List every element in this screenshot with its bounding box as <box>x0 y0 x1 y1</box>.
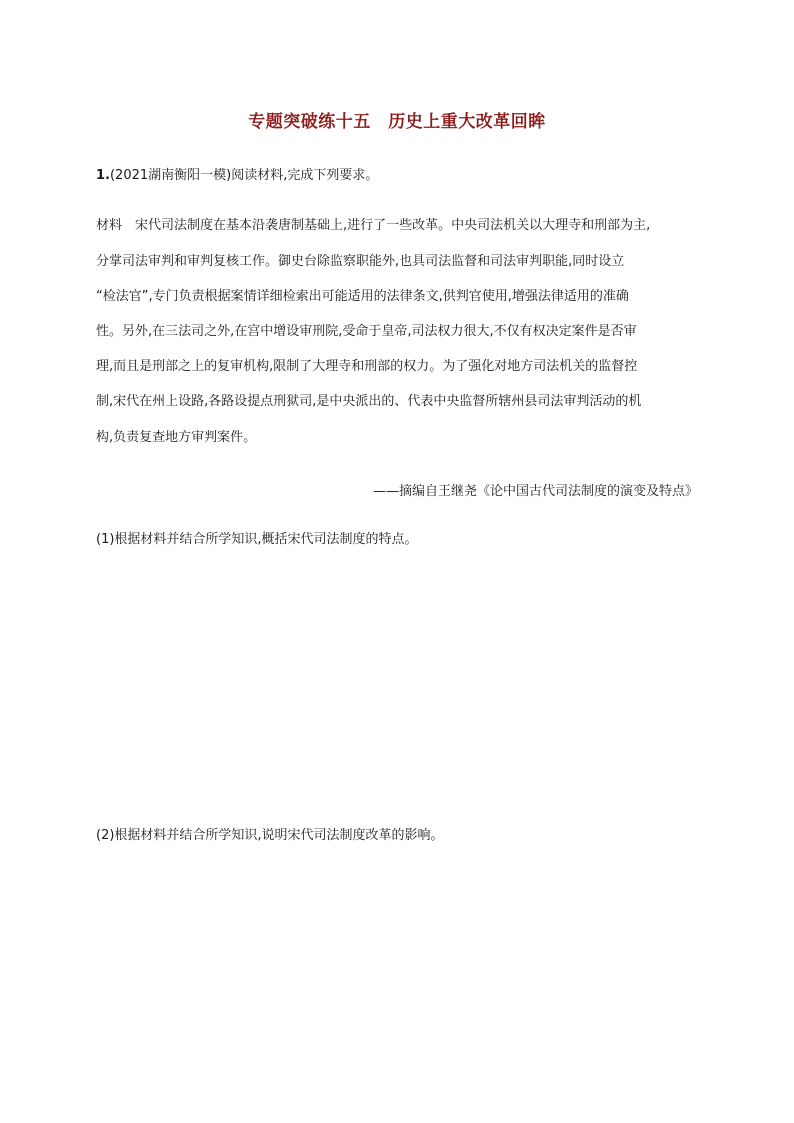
material-line: 制,宋代在州上设路,各路设提点刑狱司,是中央派出的、代表中央监督所辖州县司法审判活动的机 <box>96 394 642 409</box>
question-intro: (2021湖南衡阳一模)阅读材料,完成下列要求。 <box>109 168 379 183</box>
question-header <box>96 166 378 186</box>
material-line: 构,负责复查地方审判案件。 <box>96 430 257 445</box>
material-line: 理,而且是刑部之上的复审机构,限制了大理寺和刑部的权力。为了强化对地方司法机关的监督控 <box>96 359 638 374</box>
material-line: 材料 宋代司法制度在基本沿袭唐制基础上,进行了一些改革。中央司法机关以大理寺和刑部为主, <box>96 218 651 233</box>
material-line: 性。另外,在三法司之外,在宫中增设审刑院,受命于皇帝,司法权力很大,不仅有权决定案件是否审 <box>96 324 637 339</box>
page-title: 专题突破练十五 历史上重大改革回眸 <box>248 112 546 132</box>
sub-question-2: (2)根据材料并结合所学知识,说明宋代司法制度改革的影响。 <box>96 828 444 843</box>
material-line: 分掌司法审判和审判复核工作。御史台除监察职能外,也具司法监督和司法审判职能,同时设立 <box>96 254 625 269</box>
material-line: “检法官”,专门负责根据案情详细检索出可能适用的法律条文,供判官使用,增强法律适用的准确 <box>96 289 629 304</box>
material-source: ——摘编自王继尧《论中国古代司法制度的演变及特点》 <box>372 484 698 499</box>
sub-question-1: (1)根据材料并结合所学知识,概括宋代司法制度的特点。 <box>96 532 418 547</box>
question-number: 1. <box>96 168 110 183</box>
